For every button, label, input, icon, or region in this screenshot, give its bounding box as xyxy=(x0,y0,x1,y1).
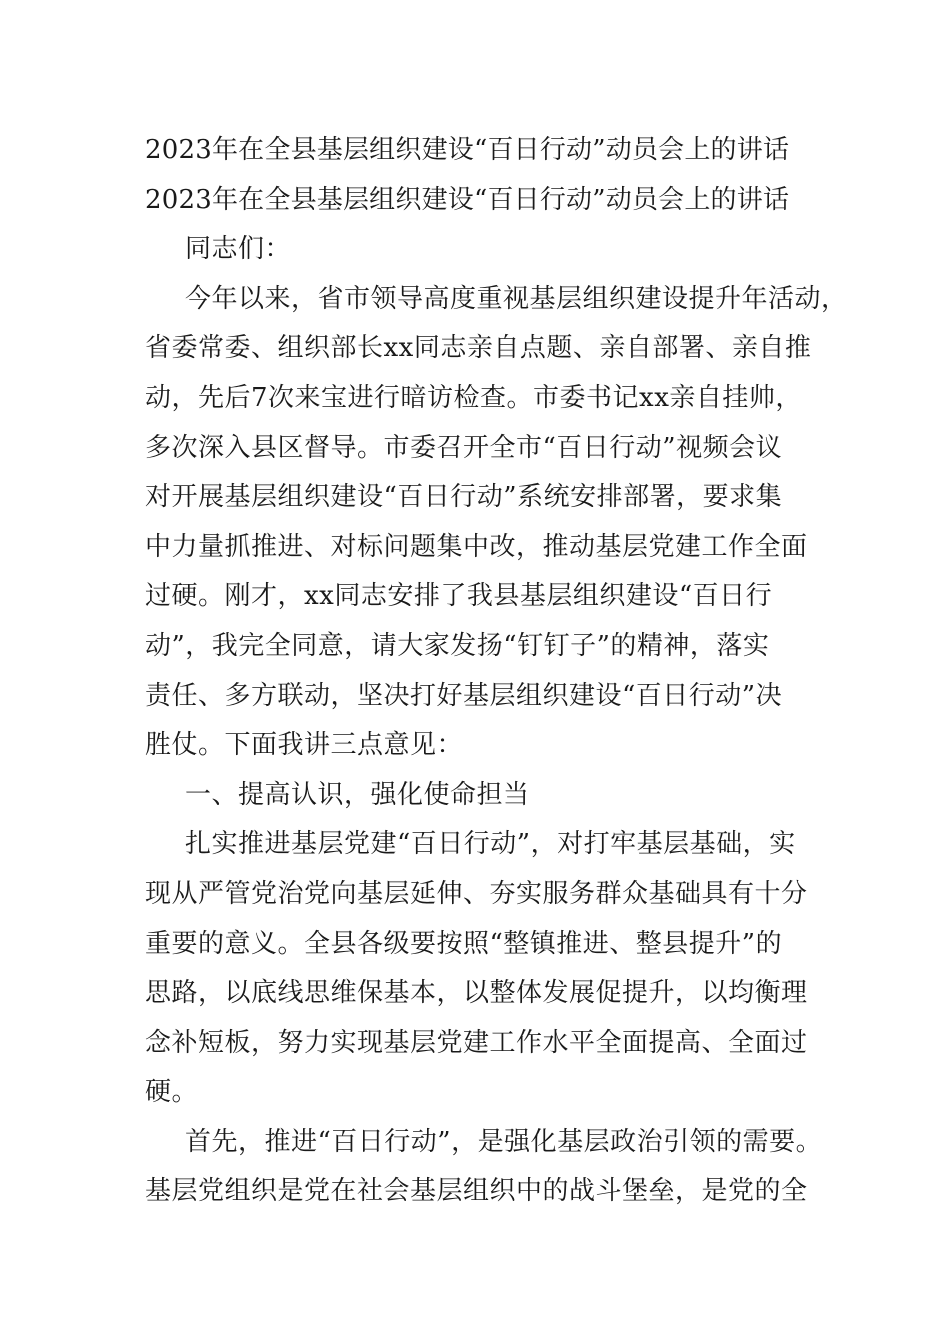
text-line: 一、提高认识，强化使命担当 xyxy=(185,779,530,810)
text-line: 首先，推进“百日行动”，是强化基层政治引领的需要。 xyxy=(185,1126,823,1157)
text-line: 基层党组织是党在社会基层组织中的战斗堡垒，是党的全 xyxy=(145,1176,808,1207)
text-line: 同志们： xyxy=(185,234,292,265)
document-title-repeat: 2023年在全县基层组织建设“百日行动”动员会上的讲话 xyxy=(145,184,790,215)
paragraph-lines xyxy=(145,225,848,1217)
text-line: 念补短板，努力实现基层党建工作水平全面提高、全面过 xyxy=(145,1027,808,1058)
text-line: 动，先后7次来宝进行暗访检查。市委书记xx亲自挂帅， xyxy=(145,382,802,413)
text-line: 胜仗。下面我讲三点意见： xyxy=(145,730,464,761)
text-line: 省委常委、组织部长xx同志亲自点题、亲自部署、亲自推 xyxy=(145,333,812,364)
text-line: 过硬。刚才，xx同志安排了我县基层组织建设“百日行 xyxy=(145,581,773,612)
text-line: 现从严管党治党向基层延伸、夯实服务群众基础具有十分 xyxy=(145,878,808,909)
document-body xyxy=(145,126,848,1217)
text-line: 硬。 xyxy=(145,1077,199,1108)
text-line: 多次深入县区督导。市委召开全市“百日行动”视频会议 xyxy=(145,432,783,463)
text-line: 扎实推进基层党建“百日行动”，对打牢基层基础，实 xyxy=(185,829,796,860)
text-line: 中力量抓推进、对标问题集中改，推动基层党建工作全面 xyxy=(145,531,808,562)
text-line: 动”，我完全同意，请大家发扬“钉钉子”的精神，落实 xyxy=(145,630,770,661)
text-line: 思路，以底线思维保基本，以整体发展促提升，以均衡理 xyxy=(145,978,808,1009)
document-title: 2023年在全县基层组织建设“百日行动”动员会上的讲话 xyxy=(145,135,790,165)
text-line: 重要的意义。全县各级要按照“整镇推进、整县提升”的 xyxy=(145,928,783,959)
text-line: 责任、多方联动，坚决打好基层组织建设“百日行动”决 xyxy=(145,680,783,711)
text-line: 今年以来，省市领导高度重视基层组织建设提升年活动， xyxy=(185,283,848,314)
text-line: 对开展基层组织建设“百日行动”系统安排部署，要求集 xyxy=(145,482,783,513)
